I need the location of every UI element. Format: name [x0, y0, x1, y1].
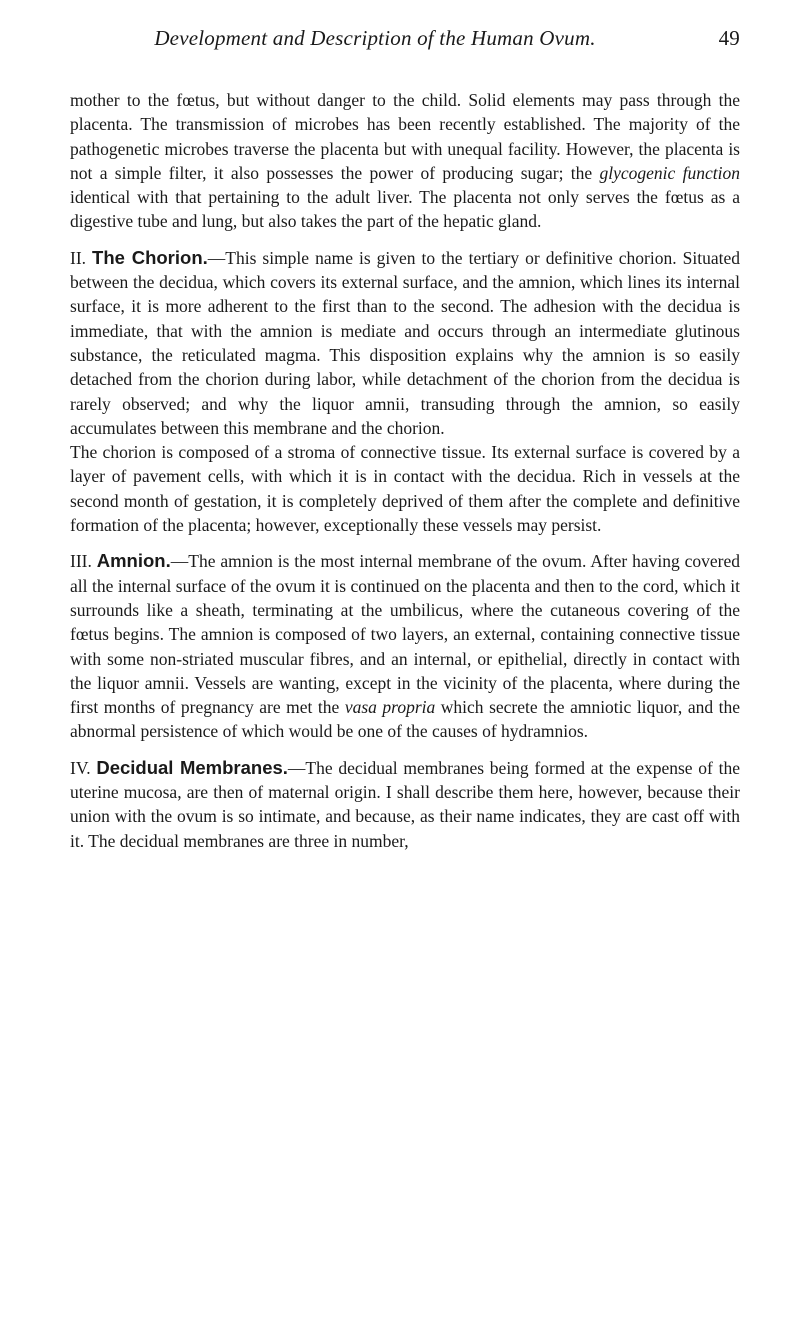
paragraph-text: identical with that pertaining to the adult liver. The placenta not only serves the fœtus as a digestive tube and lung, but also takes the part of the hepatic gland. — [70, 187, 740, 232]
page-number: 49 — [718, 26, 740, 50]
italic-term: vasa propria — [344, 697, 436, 718]
paragraph-text: —This simple name is given to the tertiary or definitive chorion. Situated between the decidua, which covers its external surface, and the amnion, which lines its internal surface, it is more adherent to the first than to the second. The adhesion with the decidua is immediate, that with the amnion is mediate and occurs through an intermediate glutinous substance, the reticulated magma. This disposition explains why the amnion is so easily detached from the chorion during labor, while detachment of the chorion from the decidua is rarely observed; and why the liquor amnii, transuding through the amnion, so easily accumulates between this membrane and the chorion. — [70, 247, 740, 438]
section-numeral: II. — [70, 247, 87, 268]
section-numeral: IV. — [70, 757, 91, 778]
paragraph-text: mother to the fœtus, but without danger to the child. Solid elements may pass through the placenta. The transmission of microbes has been recently established. The majority of the pathogenetic microbes traverse the placenta but with unequal facility. However, the placenta is not a simple filter, it also possesses the power of producing sugar; the — [70, 90, 740, 183]
section-chorion — [70, 246, 740, 440]
paragraph-placenta-function — [70, 88, 740, 234]
section-amnion — [70, 549, 740, 743]
book-page — [70, 0, 740, 853]
running-head — [70, 26, 740, 66]
section-heading: Amnion. — [96, 550, 171, 572]
section-heading: The Chorion. — [92, 246, 208, 268]
section-decidual-membranes — [70, 756, 740, 853]
paragraph-text: The chorion is composed of a stroma of connective tissue. Its external surface is covered by a layer of pavement cells, with which it is in contact with the decidua. Rich in vessels at the second month of gestation, it is completely deprived of them after the complete and definitive formation of the placenta; however, exceptionally these vessels may persist. — [70, 442, 740, 536]
italic-term: glycogenic function — [599, 162, 740, 183]
section-numeral: III. — [70, 551, 92, 572]
paragraph-text: —The amnion is the most internal membrane of the ovum. After having covered all the internal surface of the ovum it is continued on the placenta and then to the cord, which it surrounds like a sheath, terminating at the umbilicus, where the cutaneous covering of the fœtus begins. The amnion is composed of two layers, an external, containing connective tissue with some non-striated muscular fibres, and an internal, or epithelial, directly in contact with the liquor amnii. Vessels are wanting, except in the vicinity of the placenta, where during the first months of pregnancy are met the — [70, 551, 741, 718]
section-heading: Decidual Membranes. — [96, 756, 288, 778]
running-title: Development and Description of the Human Ovum. — [154, 26, 596, 50]
body-text — [70, 88, 740, 853]
paragraph-text: —The decidual membranes being formed at the expense of the uterine mucosa, are then of maternal origin. I shall describe them here, however, because their union with the ovum is so intimate, and because, as their name indicates, they are cast off with it. The decidual membranes are three in number, — [70, 757, 741, 851]
paragraph-text: which secrete the amniotic liquor, and the abnormal persistence of which would be one of the causes of hydramnios. — [70, 697, 740, 742]
paragraph-chorion-structure — [70, 440, 740, 537]
